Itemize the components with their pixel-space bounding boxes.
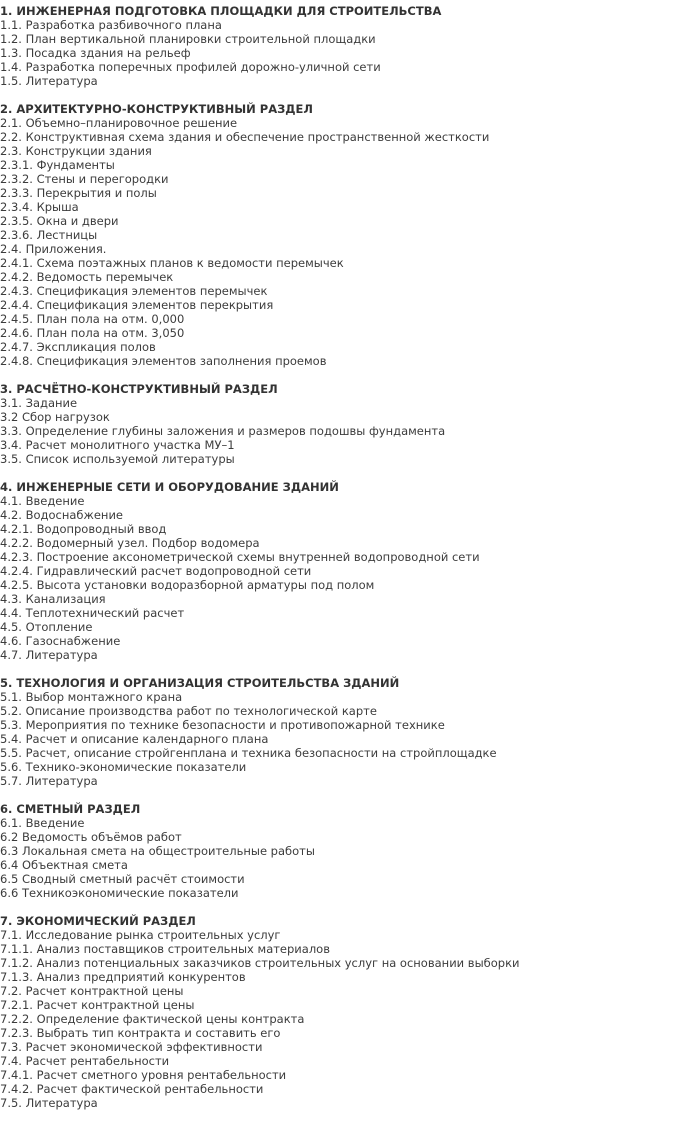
toc-entry: 3.1. Задание (0, 396, 78, 410)
toc-entry: 4.7. Литература (0, 648, 98, 662)
toc-entry: 6.6 Техникоэкономические показатели (0, 886, 239, 900)
toc-entry: 1.1. Разработка разбивочного плана (0, 18, 222, 32)
toc-entry: 7.1.1. Анализ поставщиков строительных материалов (0, 942, 330, 956)
toc-entry: 5.3. Мероприятия по технике безопасности и противопожарной технике (0, 718, 445, 732)
toc-section (0, 102, 700, 368)
toc-entry: 2.3.1. Фундаменты (0, 158, 115, 172)
section-title: 1. ИНЖЕНЕРНАЯ ПОДГОТОВКА ПЛОЩАДКИ ДЛЯ СТРОИТЕЛЬСТВА (0, 4, 442, 18)
toc-entry: 2.3.5. Окна и двери (0, 214, 119, 228)
toc-entry: 2.4.5. План пола на отм. 0,000 (0, 312, 185, 326)
toc-section (0, 4, 700, 88)
toc-entry: 6.4 Объектная смета (0, 858, 128, 872)
toc-section (0, 802, 700, 900)
toc-entry: 2.3.3. Перекрытия и полы (0, 186, 157, 200)
toc-entry: 7.2. Расчет контрактной цены (0, 984, 184, 998)
toc-entry: 2.4. Приложения. (0, 242, 107, 256)
toc-entry: 3.5. Список используемой литературы (0, 452, 235, 466)
toc-entry: 6.1. Введение (0, 816, 85, 830)
toc-entry: 4.2.1. Водопроводный ввод (0, 522, 167, 536)
toc-section (0, 480, 700, 662)
toc-entry: 2.4.7. Экспликация полов (0, 340, 156, 354)
toc-entry: 4.2.4. Гидравлический расчет водопроводной сети (0, 564, 312, 578)
toc-entry: 2.3. Конструкции здания (0, 144, 152, 158)
toc-entry: 7.1. Исследование рынка строительных услуг (0, 928, 281, 942)
toc-entry: 6.5 Сводный сметный расчёт стоимости (0, 872, 245, 886)
toc-entry: 4.3. Канализация (0, 592, 106, 606)
toc-entry: 4.2. Водоснабжение (0, 508, 123, 522)
toc-entry: 1.2. План вертикальной планировки строительной площадки (0, 32, 376, 46)
toc-entry: 7.3. Расчет экономической эффективности (0, 1040, 263, 1054)
toc-entry: 2.4.6. План пола на отм. 3,050 (0, 326, 185, 340)
toc-entry: 2.4.3. Спецификация элементов перемычек (0, 284, 268, 298)
toc-entry: 2.4.1. Схема поэтажных планов к ведомости перемычек (0, 256, 344, 270)
toc-entry: 2.3.2. Стены и перегородки (0, 172, 169, 186)
toc-entry: 5.4. Расчет и описание календарного плана (0, 732, 269, 746)
toc-entry: 2.1. Объемно–планировочное решение (0, 116, 238, 130)
section-title: 5. ТЕХНОЛОГИЯ И ОРГАНИЗАЦИЯ СТРОИТЕЛЬСТВА ЗДАНИЙ (0, 676, 400, 690)
toc-entry: 4.2.2. Водомерный узел. Подбор водомера (0, 536, 260, 550)
section-title: 2. АРХИТЕКТУРНО-КОНСТРУКТИВНЫЙ РАЗДЕЛ (0, 102, 313, 116)
toc-entry: 4.1. Введение (0, 494, 85, 508)
toc-entry: 1.5. Литература (0, 74, 98, 88)
toc-entry: 7.5. Литература (0, 1096, 98, 1110)
toc-entry: 1.3. Посадка здания на рельеф (0, 46, 191, 60)
toc-entry: 1.4. Разработка поперечных профилей дорожно-уличной сети (0, 60, 381, 74)
toc-entry: 2.3.6. Лестницы (0, 228, 98, 242)
toc-entry: 2.2. Конструктивная схема здания и обеспечение пространственной жесткости (0, 130, 490, 144)
toc-entry: 4.2.5. Высота установки водоразборной арматуры под полом (0, 578, 375, 592)
toc-entry: 6.2 Ведомость объёмов работ (0, 830, 182, 844)
toc-entry: 7.2.3. Выбрать тип контракта и составить его (0, 1026, 281, 1040)
toc-entry: 4.4. Теплотехнический расчет (0, 606, 185, 620)
toc-entry: 4.5. Отопление (0, 620, 93, 634)
toc-entry: 7.4.2. Расчет фактической рентабельности (0, 1082, 264, 1096)
toc-entry: 5.7. Литература (0, 774, 98, 788)
table-of-contents (0, 4, 700, 1124)
toc-entry: 4.2.3. Построение аксонометрической схемы внутренней водопроводной сети (0, 550, 480, 564)
section-title: 3. РАСЧЁТНО-КОНСТРУКТИВНЫЙ РАЗДЕЛ (0, 382, 278, 396)
toc-entry: 5.1. Выбор монтажного крана (0, 690, 183, 704)
toc-section (0, 676, 700, 788)
section-title: 6. СМЕТНЫЙ РАЗДЕЛ (0, 802, 141, 816)
toc-entry: 7.2.1. Расчет контрактной цены (0, 998, 195, 1012)
toc-entry: 7.4. Расчет рентабельности (0, 1054, 170, 1068)
toc-entry: 7.2.2. Определение фактической цены контракта (0, 1012, 305, 1026)
toc-entry: 2.4.8. Спецификация элементов заполнения проемов (0, 354, 327, 368)
toc-entry: 2.3.4. Крыша (0, 200, 79, 214)
toc-entry: 5.2. Описание производства работ по технологической карте (0, 704, 377, 718)
toc-entry: 5.5. Расчет, описание стройгенплана и техника безопасности на стройплощадке (0, 746, 497, 760)
toc-entry: 3.3. Определение глубины заложения и размеров подошвы фундамента (0, 424, 446, 438)
section-title: 7. ЭКОНОМИЧЕСКИЙ РАЗДЕЛ (0, 914, 196, 928)
toc-entry: 4.6. Газоснабжение (0, 634, 121, 648)
toc-section (0, 914, 700, 1110)
section-title: 4. ИНЖЕНЕРНЫЕ СЕТИ И ОБОРУДОВАНИЕ ЗДАНИЙ (0, 480, 339, 494)
toc-entry: 5.6. Технико-экономические показатели (0, 760, 247, 774)
toc-entry: 7.4.1. Расчет сметного уровня рентабельности (0, 1068, 287, 1082)
toc-entry: 2.4.2. Ведомость перемычек (0, 270, 174, 284)
toc-entry: 6.3 Локальная смета на общестроительные работы (0, 844, 315, 858)
toc-entry: 3.4. Расчет монолитного участка МУ–1 (0, 438, 235, 452)
toc-section (0, 382, 700, 466)
toc-entry: 7.1.3. Анализ предприятий конкурентов (0, 970, 246, 984)
toc-entry: 2.4.4. Спецификация элементов перекрытия (0, 298, 274, 312)
toc-entry: 3.2 Сбор нагрузок (0, 410, 110, 424)
toc-entry: 7.1.2. Анализ потенциальных заказчиков строительных услуг на основании выборки (0, 956, 520, 970)
